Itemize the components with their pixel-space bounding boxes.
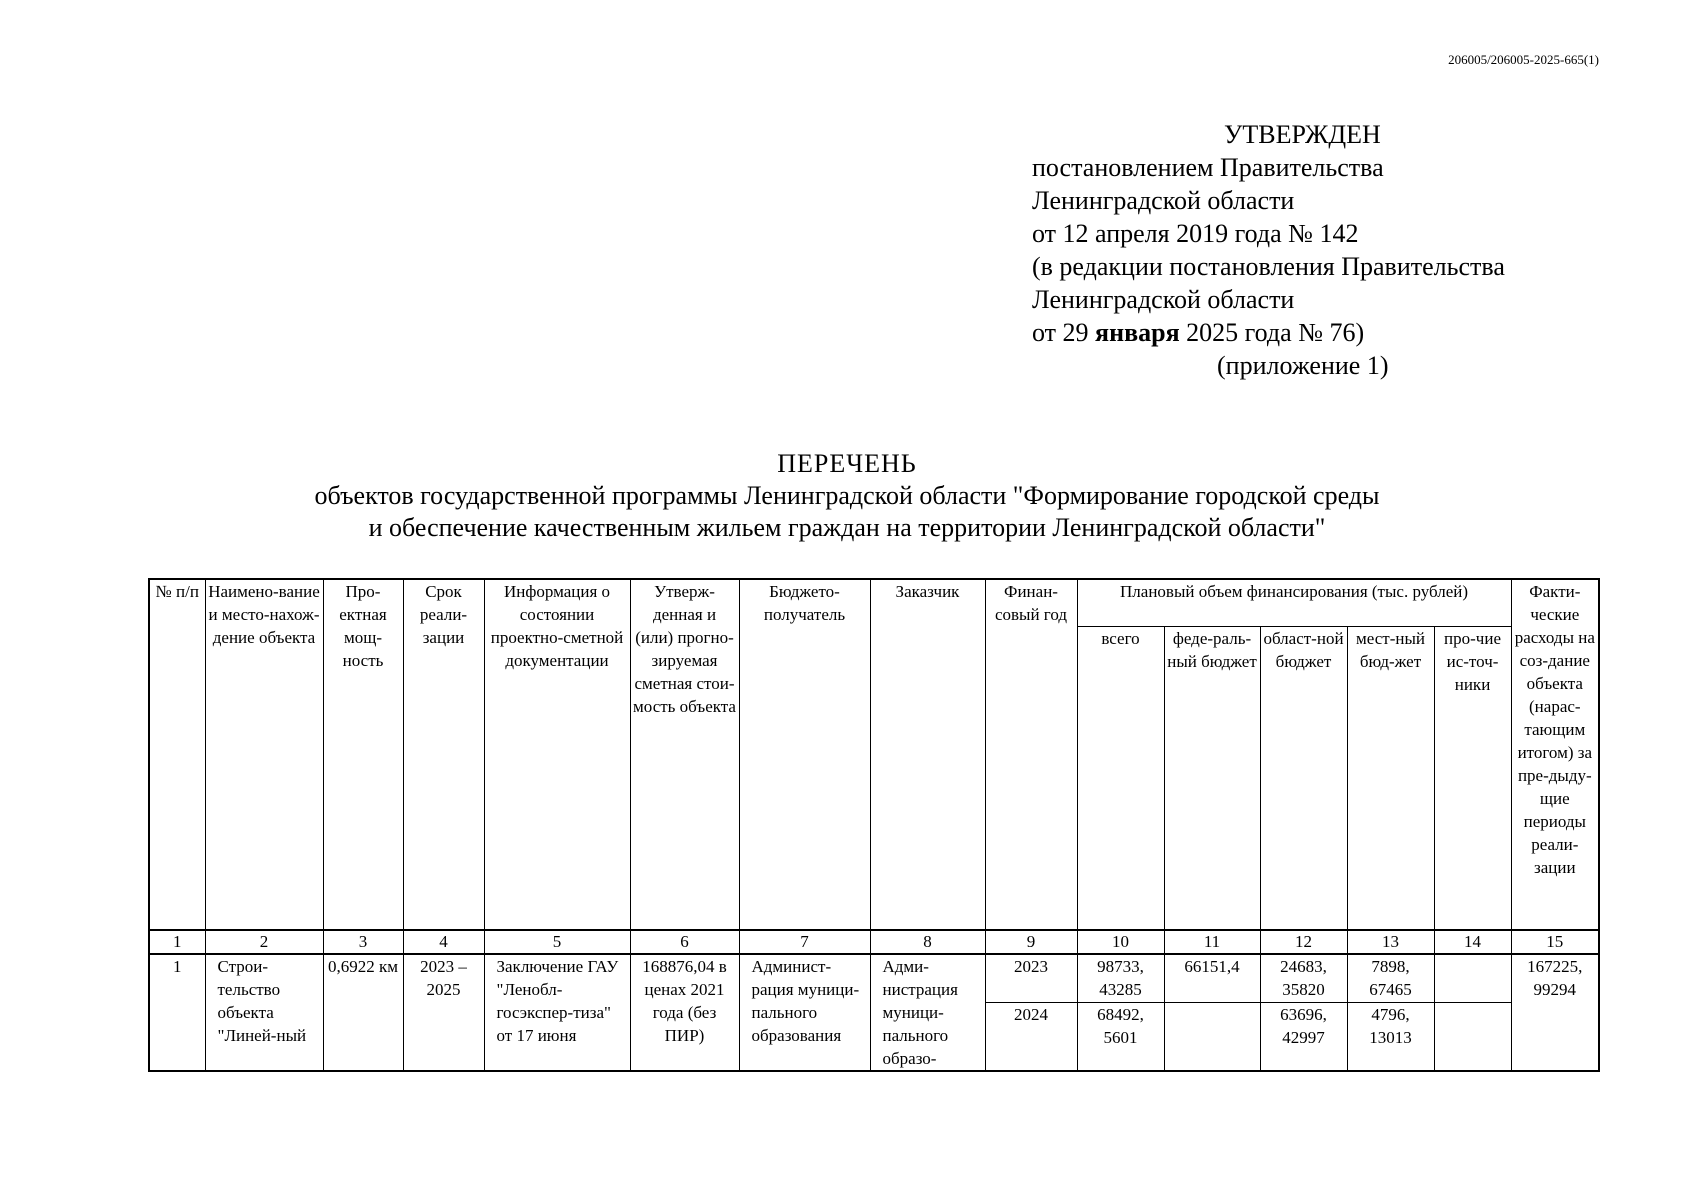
- header-other: про-чие ис-точ-ники: [1434, 626, 1511, 930]
- approval-line-6: [1032, 316, 1592, 349]
- column-number: 11: [1164, 930, 1260, 954]
- column-number: 6: [630, 930, 739, 954]
- approval-line-6-month: января: [1095, 318, 1180, 347]
- approval-line-6-suffix: 2025 года № 76): [1179, 318, 1365, 347]
- table-row: [149, 954, 1599, 1002]
- cell-actual: 167225, 99294: [1511, 954, 1599, 1071]
- approval-line-1: постановлением Правительства: [1032, 153, 1384, 182]
- appendix-label: (приложение 1): [1217, 351, 1389, 380]
- approval-block: [1032, 118, 1592, 382]
- cell-object-name: Строи-тельство объекта "Линей-ный: [205, 954, 323, 1071]
- column-number: 8: [870, 930, 985, 954]
- header-total: всего: [1077, 626, 1164, 930]
- column-number: 5: [484, 930, 630, 954]
- cell-year: 2023: [985, 954, 1077, 1002]
- cell-cost: 168876,04 в ценах 2021 года (без ПИР): [630, 954, 739, 1071]
- cell-num: 1: [149, 954, 205, 1071]
- approval-line-4: (в редакции постановления Правительства: [1032, 252, 1505, 281]
- cell-other: [1434, 1002, 1511, 1071]
- header-cost: Утверж-денная и (или) прогно-зируемая сметная стои-мость объекта: [630, 579, 739, 930]
- cell-local: 4796, 13013: [1347, 1002, 1434, 1071]
- cell-federal: [1164, 1002, 1260, 1071]
- header-num: № п/п: [149, 579, 205, 930]
- header-name: Наимено-вание и место-нахож-дение объекта: [205, 579, 323, 930]
- header-plan-group: Плановый объем финансирования (тыс. рублей): [1077, 579, 1511, 626]
- cell-design-info: Заключение ГАУ "Ленобл-госэкспер-тиза" от 17 июня: [484, 954, 630, 1071]
- cell-other: [1434, 954, 1511, 1002]
- column-number: 4: [403, 930, 484, 954]
- cell-capacity: 0,6922 км: [323, 954, 403, 1071]
- column-number: 10: [1077, 930, 1164, 954]
- document-title: [0, 448, 1694, 544]
- header-term: Срок реали-зации: [403, 579, 484, 930]
- column-number: 13: [1347, 930, 1434, 954]
- document-registration-number: 206005/206005-2025-665(1): [1448, 52, 1599, 67]
- column-number: 14: [1434, 930, 1511, 954]
- header-fin-year: Финан-совый год: [985, 579, 1077, 930]
- column-number: 3: [323, 930, 403, 954]
- approval-line-6-prefix: от 29: [1032, 318, 1096, 347]
- header-design-info: Информация о состоянии проектно-сметной документации: [484, 579, 630, 930]
- cell-recipient: Админист-рация муници-пального образования: [739, 954, 870, 1071]
- approval-stamp: УТВЕРЖДЕН: [1224, 120, 1381, 149]
- column-number: 9: [985, 930, 1077, 954]
- title-heading: ПЕРЕЧЕНЬ: [777, 449, 917, 478]
- column-number: 7: [739, 930, 870, 954]
- approval-line-5: Ленинградской области: [1032, 285, 1295, 314]
- title-line-1: объектов государственной программы Ленинградской области "Формирование городской среды: [314, 481, 1380, 510]
- cell-regional: 63696, 42997: [1260, 1002, 1347, 1071]
- column-number: 15: [1511, 930, 1599, 954]
- header-customer: Заказчик: [870, 579, 985, 930]
- column-number: 1: [149, 930, 205, 954]
- cell-regional: 24683, 35820: [1260, 954, 1347, 1002]
- cell-total: 98733, 43285: [1077, 954, 1164, 1002]
- cell-total: 68492, 5601: [1077, 1002, 1164, 1071]
- title-line-2: и обеспечение качественным жильем граждан на территории Ленинградской области": [368, 513, 1326, 542]
- cell-year: 2024: [985, 1002, 1077, 1071]
- objects-table: [148, 578, 1600, 1072]
- header-recipient: Бюджето-получатель: [739, 579, 870, 930]
- column-number: 12: [1260, 930, 1347, 954]
- header-actual: Факти-ческие расходы на соз-дание объекта (нарас-тающим итогом) за пре-дыду-щие периоды реали-зации: [1511, 579, 1599, 930]
- column-number: 2: [205, 930, 323, 954]
- header-capacity: Про-ектная мощ-ность: [323, 579, 403, 930]
- header-local: мест-ный бюд-жет: [1347, 626, 1434, 930]
- approval-line-2: Ленинградской области: [1032, 186, 1295, 215]
- cell-customer: Адми-нистрация муници-пального образо-: [870, 954, 985, 1071]
- header-regional: област-ной бюджет: [1260, 626, 1347, 930]
- cell-federal: 66151,4: [1164, 954, 1260, 1002]
- header-federal: феде-раль-ный бюджет: [1164, 626, 1260, 930]
- cell-term: 2023 – 2025: [403, 954, 484, 1071]
- cell-local: 7898, 67465: [1347, 954, 1434, 1002]
- approval-line-3: от 12 апреля 2019 года № 142: [1032, 219, 1359, 248]
